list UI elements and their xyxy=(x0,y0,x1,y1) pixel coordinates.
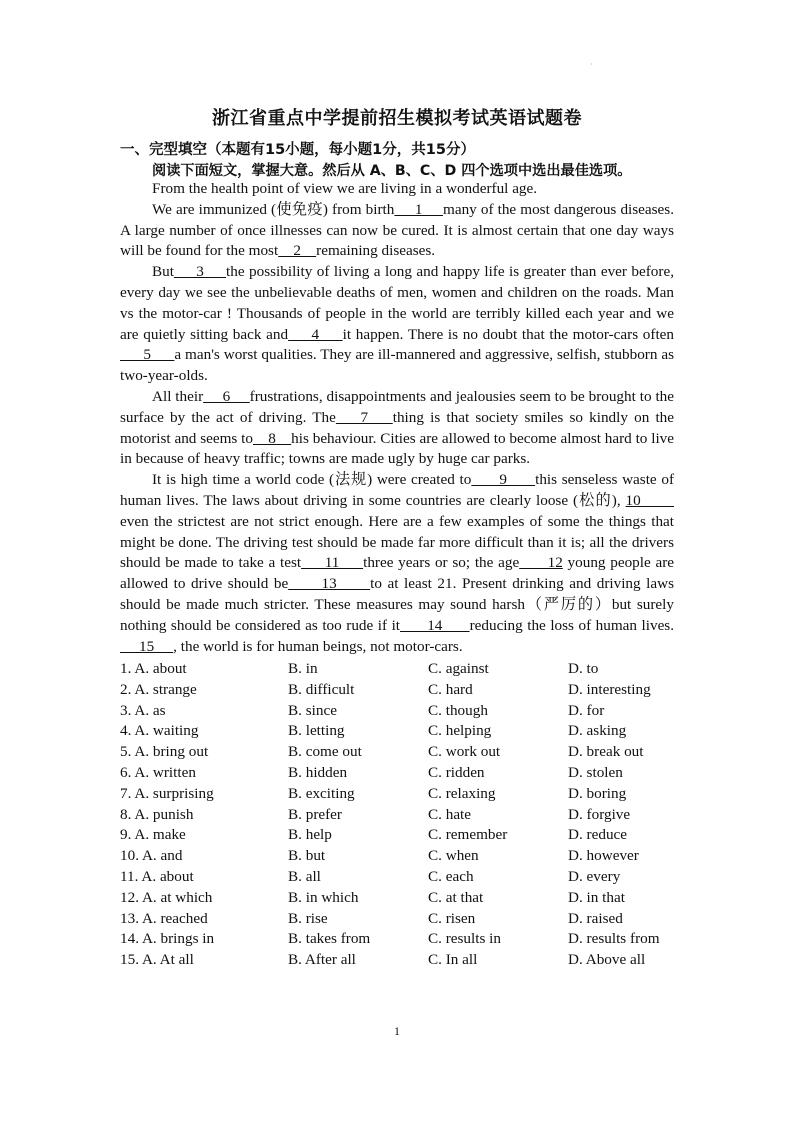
paragraph-5 xyxy=(120,470,674,657)
paragraph-4 xyxy=(120,387,674,470)
passage-text: even the strictest are not strict enough. Here are a few examples of some the things that might be done. The driving test should be made far more difficult than it is; all the drivers should be made to take a test xyxy=(120,512,674,572)
blank-1: 1 xyxy=(394,200,444,218)
option-a: 10. A. and xyxy=(120,847,183,865)
option-c: C. relaxing xyxy=(428,784,496,802)
blank-8: 8 xyxy=(252,429,292,447)
option-row xyxy=(120,846,680,867)
passage-text: the possibility of living a long and happy life is greater than ever before, every day we see the unbelievable deaths of men, women and children on the roads. Man vs the motor-car ! Thousands of people in the world are terribly killed each year and we are quietly sitting back and xyxy=(120,263,675,343)
option-row xyxy=(120,825,680,846)
passage-text: frustrations, disappointments and jealousies seem to be brought to the surface by the act of driving. The xyxy=(120,387,674,426)
option-d: D. boring xyxy=(568,784,627,802)
blank-9: 9 xyxy=(471,471,536,489)
option-d: D. interesting xyxy=(568,680,651,698)
option-a: 2. A. strange xyxy=(120,680,197,698)
option-b: B. letting xyxy=(288,722,345,740)
option-b: B. come out xyxy=(288,743,362,761)
option-c: C. remember xyxy=(428,826,508,844)
option-d: D. forgive xyxy=(568,805,631,823)
option-row xyxy=(120,950,680,971)
passage-text: many of the most dangerous diseases. A large number of once illnesses can now be cured. It is almost certain that one day ways will be found for the most xyxy=(120,200,675,260)
blank-7: 7 xyxy=(335,408,393,426)
paragraph-2 xyxy=(120,200,674,262)
blank-4: 4 xyxy=(288,325,343,343)
blank-15: 15 xyxy=(120,637,174,655)
option-row xyxy=(120,888,680,909)
option-d: D. stolen xyxy=(568,763,623,781)
option-a: 1. A. about xyxy=(120,660,187,677)
passage-text: young people are allowed to drive should be xyxy=(120,554,675,593)
option-c: C. at that xyxy=(428,888,484,906)
answer-options xyxy=(120,659,680,971)
option-row xyxy=(120,659,680,680)
option-row xyxy=(120,805,680,826)
instruction-text: 阅读下面短文，掌握大意。然后从 A、B、C、D 四个选项中选出最佳选项。 xyxy=(152,163,632,179)
option-row xyxy=(120,909,680,930)
blank-2: 2 xyxy=(278,242,317,260)
option-d: D. asking xyxy=(568,722,627,740)
passage-text: From the health point of view we are living in a wonderful age. xyxy=(152,180,538,197)
option-a: 11. A. about xyxy=(120,867,194,885)
passage-text: this senseless waste of human lives. The laws about driving in some countries are clearly loose (松的), xyxy=(120,471,675,509)
option-d: D. results from xyxy=(568,930,660,948)
option-row xyxy=(120,701,680,722)
option-a: 8. A. punish xyxy=(120,805,194,823)
passage-text: it happen. There is no doubt that the motor-cars often xyxy=(342,325,675,343)
blank-3: 3 xyxy=(173,263,227,281)
option-c: C. hate xyxy=(428,805,472,823)
option-row xyxy=(120,721,680,742)
option-row xyxy=(120,867,680,888)
page-title: 浙江省重点中学提前招生模拟考试英语试题卷 xyxy=(212,108,582,129)
passage-text: thing is that society smiles so kindly on the motorist and seems to xyxy=(120,408,674,447)
passage-text: a man's worst qualities. They are ill-mannered and aggressive, selfish, stubborn as two-year-olds. xyxy=(120,346,675,385)
blank-11: 11 xyxy=(301,554,364,572)
option-c: C. ridden xyxy=(428,763,485,781)
passage-text: remaining diseases. xyxy=(316,242,436,260)
option-a: 14. A. brings in xyxy=(120,930,215,948)
passage-text: three years or so; the age xyxy=(363,554,520,572)
option-b: B. in xyxy=(288,660,318,677)
option-b: B. rise xyxy=(288,909,328,927)
option-a: 5. A. bring out xyxy=(120,743,209,761)
option-b: B. all xyxy=(288,867,321,885)
passage-text: reducing the loss of human lives. xyxy=(469,616,675,634)
blank-5: 5 xyxy=(120,346,175,364)
passage-text: It is high time a world code (法规) were created to xyxy=(152,471,472,489)
option-b: B. help xyxy=(288,826,332,844)
option-d: D. raised xyxy=(568,909,623,927)
blank-13: 13 xyxy=(288,575,371,593)
option-d: D. reduce xyxy=(568,826,628,844)
passage-text: , the world is for human beings, not motor-cars. xyxy=(173,637,463,655)
option-b: B. exciting xyxy=(288,784,355,802)
option-c: C. against xyxy=(428,660,489,677)
option-a: 6. A. written xyxy=(120,763,196,781)
option-d: D. Above all xyxy=(568,951,646,969)
section-heading: 一、完型填空（本题有15小题，每小题1分，共15分） xyxy=(120,142,475,158)
option-c: C. though xyxy=(428,701,488,719)
option-a: 12. A. at which xyxy=(120,888,213,906)
option-b: B. since xyxy=(288,701,337,719)
option-row xyxy=(120,680,680,701)
blank-10: 10 xyxy=(625,491,674,509)
option-a: 7. A. surprising xyxy=(120,784,214,802)
option-b: B. prefer xyxy=(288,805,342,823)
option-c: C. helping xyxy=(428,722,492,740)
option-a: 3. A. as xyxy=(120,701,166,719)
option-a: 13. A. reached xyxy=(120,909,208,927)
passage-text: to at least 21. Present drinking and driving laws should be made much stricter. These measures may sound harsh（严厉的）but surely nothing should be considered as too rude if it xyxy=(120,575,675,634)
option-b: B. takes from xyxy=(288,930,371,948)
option-c: C. risen xyxy=(428,909,476,927)
blank-14: 14 xyxy=(400,616,470,634)
option-d: D. however xyxy=(568,847,639,865)
option-row xyxy=(120,763,680,784)
option-b: B. but xyxy=(288,847,326,865)
option-c: C. In all xyxy=(428,951,478,969)
option-b: B. After all xyxy=(288,951,356,969)
passage-text: We are immunized (使免疫) from birth xyxy=(152,200,395,218)
option-a: 15. A. At all xyxy=(120,951,194,969)
option-b: B. in which xyxy=(288,888,359,906)
option-row xyxy=(120,784,680,805)
option-a: 4. A. waiting xyxy=(120,722,199,740)
option-a: 9. A. make xyxy=(120,826,186,844)
paragraph-1 xyxy=(120,179,674,200)
option-c: C. each xyxy=(428,867,474,885)
option-b: B. difficult xyxy=(288,680,355,698)
option-d: D. for xyxy=(568,701,605,719)
option-b: B. hidden xyxy=(288,763,348,781)
passage-text: his behaviour. Cities are allowed to become almost hard to live in because of heavy traffic; towns are made ugly by huge car parks. xyxy=(120,429,674,468)
option-d: D. to xyxy=(568,660,599,677)
option-row xyxy=(120,929,680,950)
option-row xyxy=(120,742,680,763)
blank-12: 12 xyxy=(519,554,563,572)
option-c: C. hard xyxy=(428,680,473,698)
passage-text: But xyxy=(152,263,174,281)
option-d: D. in that xyxy=(568,888,625,906)
option-c: C. work out xyxy=(428,743,501,761)
option-d: D. break out xyxy=(568,743,644,761)
blank-6: 6 xyxy=(203,387,250,405)
option-c: C. results in xyxy=(428,930,501,948)
paragraph-3 xyxy=(120,262,674,387)
corner-mark: · xyxy=(590,60,593,69)
passage xyxy=(120,179,674,657)
option-d: D. every xyxy=(568,867,621,885)
page-number: 1 xyxy=(394,1024,400,1038)
passage-text: All their xyxy=(152,387,204,405)
option-c: C. when xyxy=(428,847,479,865)
